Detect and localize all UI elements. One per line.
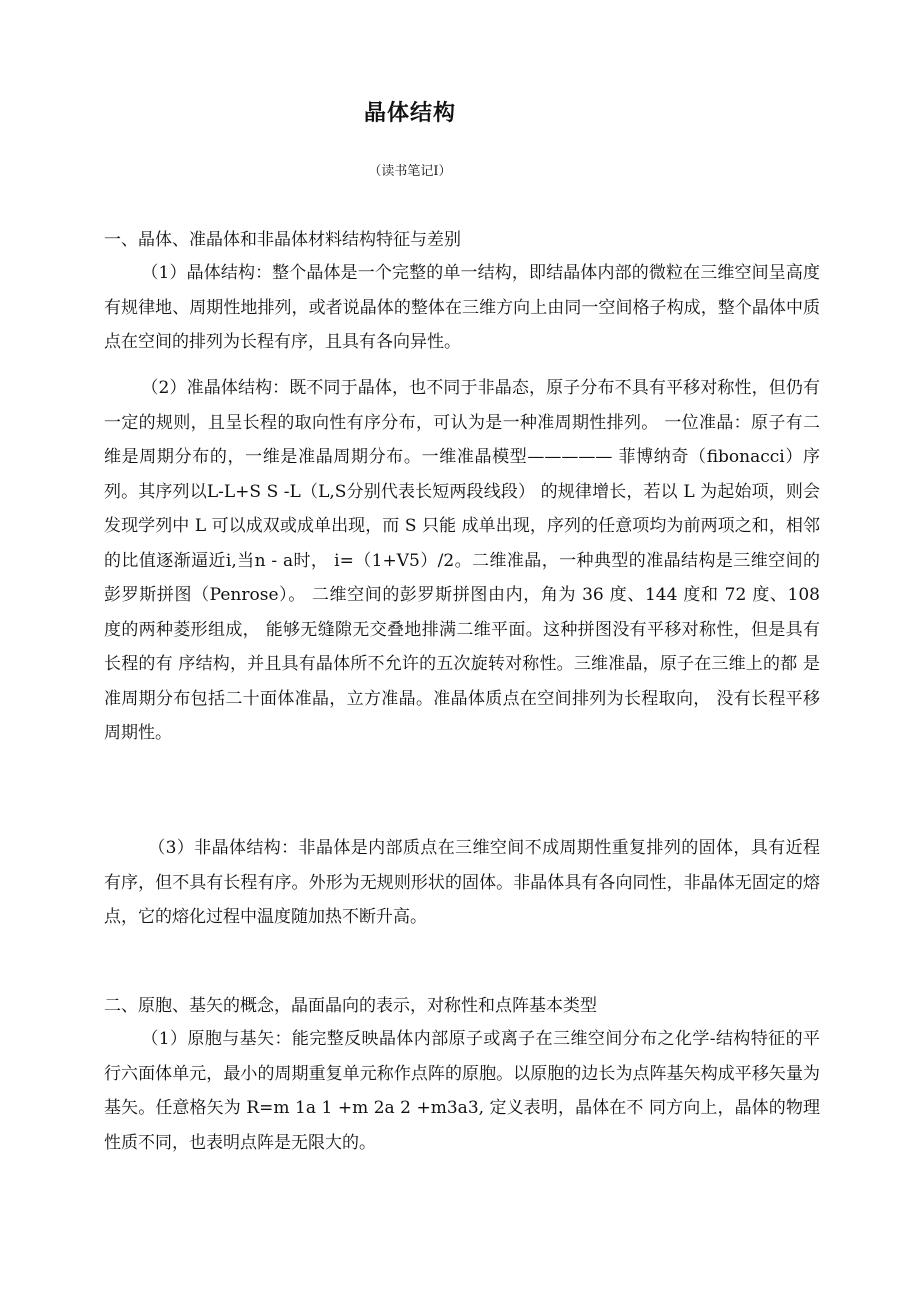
paragraph-primitive-cell: （1）原胞与基矢：能完整反映晶体内部原子或离子在三维空间分布之化学-结构特征的平行六面体单元，最小的周期重复单元称作点阵的原胞。以原胞的边长为点阵基矢构成平移矢量为基矢。任意格矢为 R=m 1a 1 +m 2a 2 +m3a3, 定义表明，晶体在不 同方向上，晶体的物理性质不同，也表明点阵是无限大的。 (104, 1029, 820, 1153)
page-subtitle: （读书笔记I） (368, 164, 452, 179)
section-heading-2: 二、原胞、基矢的概念，晶面晶向的表示，对称性和点阵基本类型 (104, 996, 597, 1016)
paragraph-amorphous-structure: （3）非晶体结构：非晶体是内部质点在三维空间不成周期性重复排列的固体，具有近程有序，但不具有长程有序。外形为无规则形状的固体。非晶体具有各向同性，非晶体无固定的熔点，它的熔化过程中温度随加热不断升高。 (104, 838, 820, 927)
paragraph-quasicrystal-structure: （2）准晶体结构：既不同于晶体，也不同于非晶态，原子分布不具有平移对称性，但仍有一定的规则，且呈长程的取向性有序分布，可认为是一种准周期性排列。 一位准晶：原子有二维是周期分布的，一维是准晶周期分布。一维准晶模型————— 菲博纳奇（fibonacci）序列。其序列以L-L+S S -L（L,S分别代表长短两段线段） 的规律增长，若以 L 为起始项，则会发现学列中 L 可以成双或成单出现，而 S 只能 成单出现，序列的任意项均为前两项之和，相邻的比值逐渐逼近i,当n - a时， i=（1+V5）/2。二维准晶，一种典型的准晶结构是三维空间的彭罗斯拼图（Penrose）。 二维空间的彭罗斯拼图由内，角为 36 度、144 度和 72 度、108 度的两种菱形组成， 能够无缝隙无交叠地排满二维平面。这种拼图没有平移对称性，但是具有长程的有 序结构，并且具有晶体所不允许的五次旋转对称性。三维准晶，原子在三维上的都 是准周期分布包括二十面体准晶，立方准晶。准晶体质点在空间排列为长程取向， 没有长程平移周期性。 (104, 378, 820, 743)
page-title: 晶体结构 (363, 101, 456, 126)
section-heading-1: 一、晶体、准晶体和非晶体材料结构特征与差别 (104, 230, 461, 250)
paragraph-crystal-structure: （1）晶体结构：整个晶体是一个完整的单一结构，即结晶体内部的微粒在三维空间呈高度有规律地、周期性地排列，或者说晶体的整体在三维方向上由同一空间格子构成，整个晶体中质点在空间的排列为长程有序，且具有各向异性。 (104, 263, 820, 352)
